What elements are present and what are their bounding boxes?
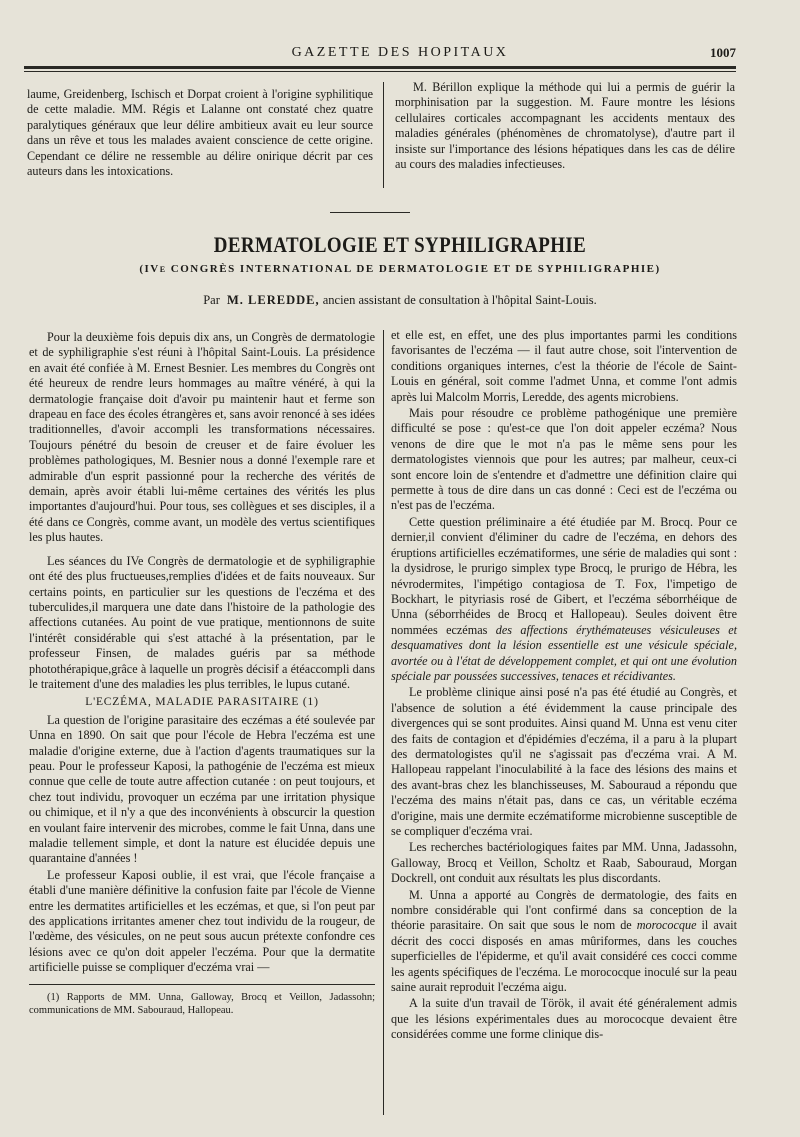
italic-term: morococque [636,918,697,933]
congress-title: (IVe CONGRÈS INTERNATIONAL DE DERMATOLOGIE ET DE SYPHILIGRAPHIE) [139,263,661,275]
top-right-paragraph: M. Bérillon explique la méthode qui lui a permis de guérir la morphinisation par la suggestion. M. Faure montre les lésions cellulaires corticales accompagnant les accidents mentaux des maladies générales (phénomènes de chromatolyse), d'autre part il insiste sur l'importance des lésions hépatiques dans les cas de délire au cours des maladies infectieuses. [395,80,735,172]
paragraph-text: M. Unna a apporté au Congrès de dermatologie, des faits en nombre considérable qui l'ont confirmé dans sa conception de la théorie parasitaire. On sait que sous le nom de [391,887,737,933]
byline-prefix: Par [203,293,220,307]
italic-definition: des affections érythémateuses vésiculeuses et desquamatives dont la lésion essentielle est une vésicule spéciale, avortée ou à l'état de développement complet, et qui ont une évolution spéciale par poussées successives, tenaces et récidivantes. [391,622,738,683]
running-header-title: GAZETTE DES HOPITAUX [291,45,509,60]
article-paragraph: Les recherches bactériologiques faites par MM. Unna, Jadassohn, Galloway, Brocq et Veillon, Scholtz et Raab, Sabouraud, Morgan Dockrell, ont conduit aux résultats les plus discordants. [391,840,737,886]
article-paragraph: Le professeur Kaposi oublie, il est vrai, que l'école française a établi d'une manière définitive la confusion faite par l'école de Vienne entre les dermatites artificielles et les eczémas, et que, si l'on peut par des applications irritantes amener chez tout individu de la rougeur, de l'œdème, des vésicules, on ne peut sous aucun prétexte confondre ces lésions avec ce qu'on doit appeler l'eczéma. Pour que la dermatite artificielle puisse se compliquer d'eczéma vrai — [29,867,375,975]
article-paragraph: Mais pour résoudre ce problème pathogénique une première difficulté se pose : qu'est-ce que l'on doit appeler eczéma? Nous venons de dire que le mot n'a pas le même sens pour les dermatologistes viennois que pour les autres; par malheur, ceux-ci sont encore loin de s'entendre et d'admettre une définition claire qui permette à tous de dire dans un cas donné : Ceci est de l'eczéma ou n'est pas de l'eczéma. [391,406,737,513]
article-column-divider [383,330,384,1115]
footnote-rule [29,984,375,985]
top-column-divider [383,82,384,188]
paragraph-text: Cette question préliminaire a été étudiée par M. Brocq. Pour ce dernier,il convient d'éliminer du cadre de l'eczéma, en dehors des éruptions artificielles eczématiformes, une série de maladies qui sont : la dysidrose, le prurigo simplex type Brocq, le prurigo de Hébra, les névrodermites, l'impétigo contagiosa de T. Fox, l'impetigo de Bockhart, le pityriasis rosé de Gibert, et l'eczéma séborrhéique de Unna (séborrhéides de Brocq et Hallopeau). Seules doivent être nommées eczémas [391,514,737,637]
section-separator-rule [330,212,410,213]
article-paragraph: A la suite d'un travail de Török, il avait été généralement admis que les lésions expérimentales dues au morococque devaient être considérées comme une forme clinique dis- [391,996,737,1042]
article-left-column [29,330,375,1017]
article-paragraph [391,888,737,996]
article-right-column [391,328,737,1043]
section-heading: DERMATOLOGIE ET SYPHILIGRAPHIE [213,232,587,257]
header-rule-thin [24,71,736,72]
article-paragraph: et elle est, en effet, une des plus importantes parmi les conditions favorisantes de l'eczéma — il faut autre chose, soit l'intervention de conditions organiques internes, c'est la théorie de l'école de Saint-Louis en général, soit comme l'admet Unna, et comme l'ont admis après lui Malcolm Morris, Leredde, des agents microbiens. [391,328,737,404]
byline-author: M. LEREDDE, [226,293,320,307]
byline-affiliation: ancien assistant de consultation à l'hôpital Saint-Louis. [322,293,597,307]
article-paragraph: Le problème clinique ainsi posé n'a pas été étudié au Congrès, et l'absence de solution a été évidemment la cause principale des divergences qui se sont produites. Ainsi quand M. Unna est venu citer des faits de contagion et d'épidémies d'eczéma, il a paru à la plupart des dermatologistes qu'il ne s'agissait pas d'eczéma vrai. A M. Hallopeau rappelant l'inoculabilité à la face des lésions des mains et des avant-bras chez les blanchisseuses, M. Sabouraud a répondu que l'eczéma des mains n'était pas, dans ce cas, un véritable eczéma d'origine, mais une dermite eczématiforme microbienne susceptible de se compliquer d'eczéma vrai. [391,685,737,838]
article-byline [0,293,800,308]
article-paragraph: Les séances du IVe Congrès de dermatologie et de syphiligraphie ont été des plus fructueuses,remplies d'idées et de faits nouveaux. Sur certains points, en particulier sur les questions de l'eczéma et des tuberculides,il marquera une date dans l'histoire de la pathologie des affections cutanées. Au point de vue pratique, mentionnons de suite l'intérêt considérable qui s'est attaché à la présentation, par le professeur Finsen, de malades guéris par sa méthode photothérapique,grâce à laquelle un progrès décisif a étéaccompli dans le traitement d'une des maladies les plus terribles, le lupus cutané. [29,553,375,691]
article-paragraph [391,515,737,684]
top-left-column [27,87,373,179]
top-right-column [395,80,735,172]
subsection-heading: L'ECZÉMA, MALADIE PARASITAIRE (1) [85,696,319,709]
footnote: (1) Rapports de MM. Unna, Galloway, Brocq et Veillon, Jadassohn; communications de MM. Sabouraud, Hallopeau. [29,991,375,1016]
paragraph-text: il avait décrit des cocci disposés en amas mûriformes, dans les couches superficielles de l'épiderme, et qu'il avait considéré ces cocci comme les agents spécifiques de l'eczéma. Le morococque inoculé sur la peau saine aurait reproduit l'eczéma aigu. [391,918,738,995]
page-number: 1007 [710,45,736,60]
article-paragraph: Pour la deuxième fois depuis dix ans, un Congrès de dermatologie et de syphiligraphie s'est réuni à l'hôpital Saint-Louis. La présidence en avait été confiée à M. Ernest Besnier. Les membres du Congrès ont été heureux de rendre leurs hommages au maître vénéré, à qui la dermatologie française doit d'avoir pu maintenir haut et ferme son drapeau en face des écoles étrangères et, sans avoir renoncé à ses idées traditionnelles, d'avoir accompli les transformations nécessaires. Toujours pénétré du besoin de creuser et de faire évoluer les problèmes pathologiques, M. Besnier nous a donné l'exemple rare et admirable d'un esprit passionné pour la recherche des vérités de demain, après avoir établi lui-même certaines des vérités les plus importantes d'aujourd'hui. Pour tous, ses collègues et ses disciples, il a été dans ce Congrès, comme avant, un modèle des vertus scientifiques les plus hautes. [29,330,375,545]
header-rule-thick [24,66,736,69]
top-left-paragraph: laume, Greidenberg, Ischisch et Dorpat croient à l'origine syphilitique de cette maladie. MM. Régis et Lalanne ont constaté chez quatre paralytiques généraux que leur délire ambitieux avait eu leur source dans un rêve et tous les malades avaient conscience de cette origine. Cependant ce délire ne ressemble au délire onirique décrit par ces auteurs dans les intoxications. [27,87,373,179]
article-paragraph: La question de l'origine parasitaire des eczémas a été soulevée par Unna en 1890. On sait que pour l'école de Hebra l'eczéma est une maladie d'origine externe, due à l'action d'agents traumatiques sur la peau. Pour le professeur Kaposi, la pathogénie de l'eczéma est mieux connue que celle de toute autre affection cutanée : on peut toujours, et chez tout individu, provoquer un eczéma par une irritation physique ou chimique, et il n'y a que des inconvénients à obscurcir la question en voulant faire intervenir des microbes, comme le fait Unna, dans une maladie tellement simple, et dont la nature est élucidée depuis une quarantaine d'années ! [29,712,375,866]
